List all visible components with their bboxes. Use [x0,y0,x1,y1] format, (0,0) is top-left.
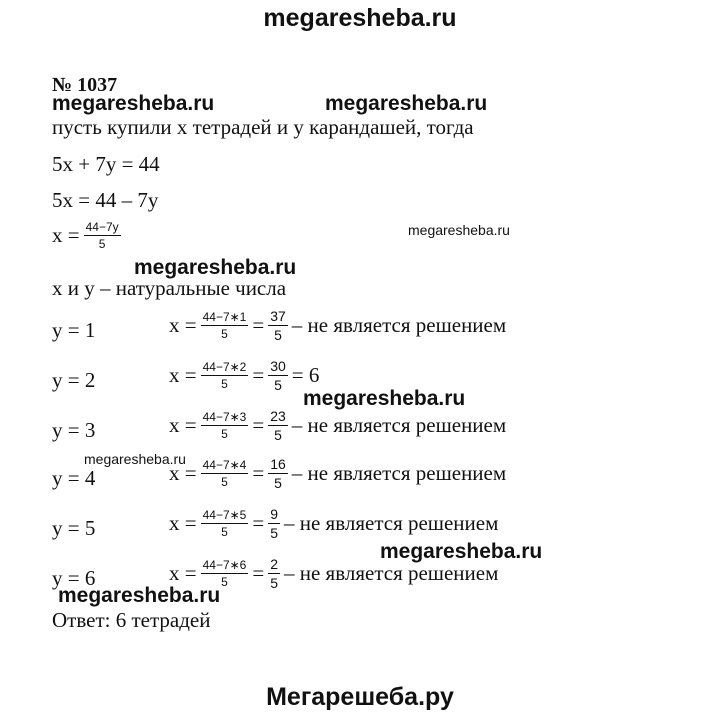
site-header: megaresheba.ru [263,4,457,32]
y-value: у = 4 [52,466,96,490]
fraction [268,358,288,393]
fraction-denominator: 5 [270,525,278,541]
x-lhs: х = [169,413,197,437]
fraction-numerator: 30 [270,358,286,374]
x-lhs: х = [169,561,197,585]
fraction [268,506,280,541]
fraction [268,308,288,343]
watermark: megaresheba.ru [52,92,215,115]
row-conclusion: – не является решением [291,313,507,337]
equals-sign: = [252,511,265,535]
fraction-numerator: 37 [270,308,286,324]
fraction-denominator: 5 [221,327,228,341]
site-footer: Мегарешеба.ру [266,683,454,711]
fraction [201,458,249,489]
y-value: у = 6 [52,566,96,590]
fraction-denominator: 5 [221,475,228,489]
fraction-denominator: 5 [98,237,106,251]
row-conclusion: = 6 [291,363,320,387]
fraction-numerator: 44−7∗5 [202,508,247,522]
row-conclusion: – не является решением [284,561,499,585]
fraction-numerator: 23 [270,408,286,424]
equals-sign: = [252,363,265,387]
x-lhs: х = [169,461,197,485]
equals-sign: = [252,313,265,337]
x-expression [169,456,506,491]
watermark: megaresheba.ru [84,451,186,467]
fraction-numerator: 9 [270,506,278,522]
x-expression [169,358,319,393]
fraction-numerator: 44−7∗4 [202,458,247,472]
row-conclusion: – не является решением [284,511,499,535]
watermark: megaresheba.ru [58,584,221,607]
fraction-denominator: 5 [274,427,282,443]
fraction-numerator: 44−7∗1 [202,310,247,324]
fraction-numerator: 44−7∗6 [202,558,247,572]
fraction-numerator: 44−7∗3 [202,410,247,424]
answer: Ответ: 6 тетрадей [52,608,211,632]
y-value: у = 2 [52,368,96,392]
problem-number: № 1037 [52,74,118,96]
fraction-numerator: 44−7у [85,220,119,234]
fraction [201,360,249,391]
fraction [201,410,249,441]
equation-3 [52,220,123,251]
equation-1: 5х + 7у = 44 [52,152,160,176]
watermark: megaresheba.ru [408,222,510,238]
y-value: у = 3 [52,418,96,442]
equation-2: 5х = 44 – 7у [52,188,159,212]
fraction-numerator: 2 [270,556,278,572]
fraction-numerator: 16 [270,456,286,472]
fraction-denominator: 5 [221,427,228,441]
equals-sign: = [252,413,265,437]
watermark: megaresheba.ru [303,387,466,410]
fraction [268,456,288,491]
x-lhs: х = [169,313,197,337]
fraction [201,508,249,539]
watermark: megaresheba.ru [325,92,488,115]
y-value: у = 5 [52,516,96,540]
fraction-denominator: 5 [221,525,228,539]
fraction [84,220,121,251]
fraction-denominator: 5 [270,575,278,591]
fraction-denominator: 5 [274,327,282,343]
y-value: у = 1 [52,318,96,342]
x-expression [169,408,506,443]
fraction-denominator: 5 [274,377,282,393]
fraction-denominator: 5 [274,475,282,491]
fraction-denominator: 5 [221,377,228,391]
equals-sign: = [252,561,265,585]
fraction [201,310,249,341]
fraction [268,408,288,443]
fraction-denominator: 5 [221,575,228,589]
fraction [268,556,280,591]
watermark: megaresheba.ru [380,540,543,563]
x-expression [169,308,506,343]
x-lhs: х = [169,363,197,387]
row-conclusion: – не является решением [291,413,507,437]
equation-3-lhs: х = [52,223,80,247]
x-expression [169,506,498,541]
equals-sign: = [252,461,265,485]
fraction-numerator: 44−7∗2 [202,360,247,374]
row-conclusion: – не является решением [291,461,507,485]
intro-text: пусть купили х тетрадей и у карандашей, тогда [52,115,474,139]
x-lhs: х = [169,511,197,535]
watermark: megaresheba.ru [134,256,297,279]
natural-numbers-note: х и у – натуральные числа [52,276,287,300]
